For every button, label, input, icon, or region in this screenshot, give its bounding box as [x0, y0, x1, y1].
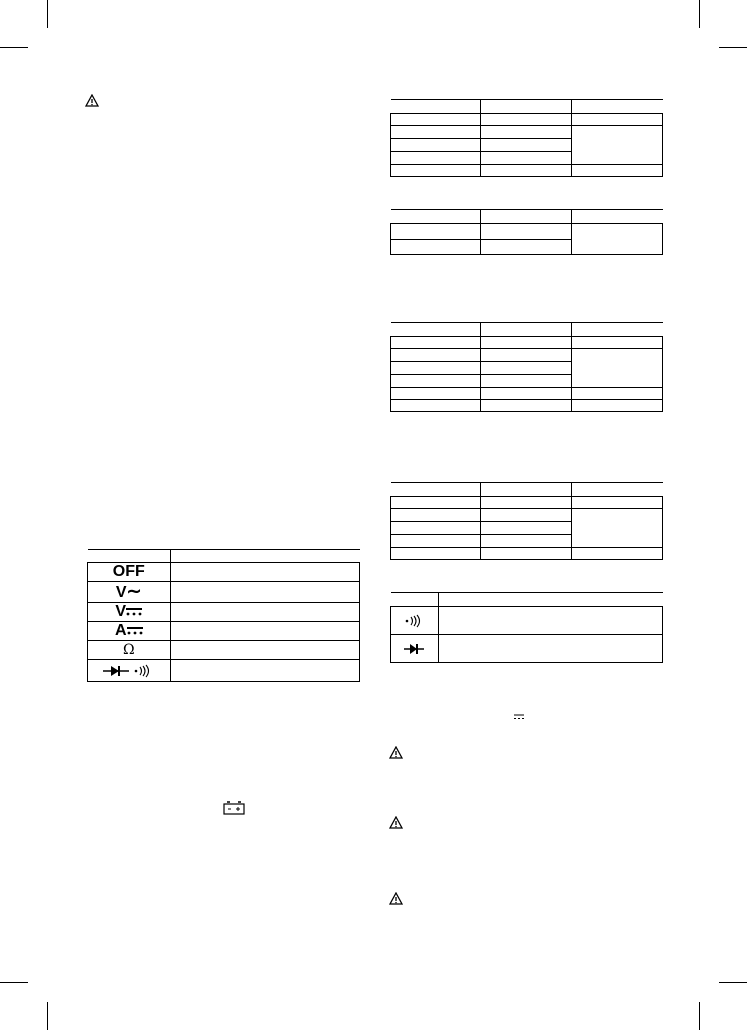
table-row: [391, 349, 663, 362]
spec-table-2: [390, 209, 663, 255]
dc-current-label: A: [114, 622, 127, 639]
table-row: [391, 607, 663, 635]
crop-mark: [719, 47, 747, 48]
table-row: [391, 635, 663, 663]
crop-mark: [699, 1002, 700, 1030]
table-header-row: [391, 483, 663, 497]
table-row: [391, 388, 663, 400]
table-row: [88, 641, 360, 660]
dc-voltage-icon: [88, 603, 171, 622]
ac-wave-icon: ∼: [126, 581, 142, 601]
crop-mark: [719, 982, 747, 983]
table-header-row: [391, 323, 663, 337]
table-row: [391, 224, 663, 240]
table-row: [88, 563, 360, 582]
table-row: [88, 582, 360, 603]
dc-current-icon: [88, 622, 171, 641]
table-header-row: [88, 550, 360, 563]
dc-symbol-icon: [514, 714, 524, 720]
table-row: [391, 165, 663, 177]
warning-icon: [389, 816, 403, 829]
table-row: [391, 509, 663, 522]
table-row: [391, 337, 663, 349]
crop-mark: [0, 982, 28, 983]
diode-continuity-icon: [88, 660, 171, 682]
crop-mark: [47, 1002, 48, 1030]
dc-symbol-icon: [127, 626, 143, 636]
table-row: [391, 400, 663, 412]
spec-table-4: [390, 482, 663, 560]
crop-mark: [699, 0, 700, 28]
warning-icon: [85, 94, 99, 107]
table-row: [391, 497, 663, 509]
battery-icon: [223, 801, 245, 815]
diode-icon: [391, 635, 439, 663]
ac-voltage-label: V: [115, 584, 127, 601]
table-row: [88, 622, 360, 641]
table-row: [88, 660, 360, 682]
continuity-icon: [391, 607, 439, 635]
crop-mark: [0, 47, 28, 48]
crop-mark: [47, 0, 48, 28]
ohm-icon: Ω: [88, 641, 171, 660]
ac-voltage-icon: [88, 582, 171, 603]
table-row: [391, 126, 663, 139]
table-header-row: [391, 100, 663, 114]
table-row: [88, 603, 360, 622]
spec-table-3: [390, 322, 663, 412]
continuity-diode-table: [390, 592, 663, 663]
function-table: [87, 549, 360, 682]
spec-table-1: [390, 99, 663, 177]
off-label: OFF: [88, 563, 171, 582]
warning-icon: [389, 892, 403, 905]
dc-symbol-icon: [126, 607, 142, 617]
table-header-row: [391, 210, 663, 224]
warning-icon: [389, 746, 403, 759]
table-row: [391, 548, 663, 560]
table-header-row: [391, 593, 663, 607]
dc-voltage-label: V: [115, 603, 127, 620]
table-row: [391, 114, 663, 126]
